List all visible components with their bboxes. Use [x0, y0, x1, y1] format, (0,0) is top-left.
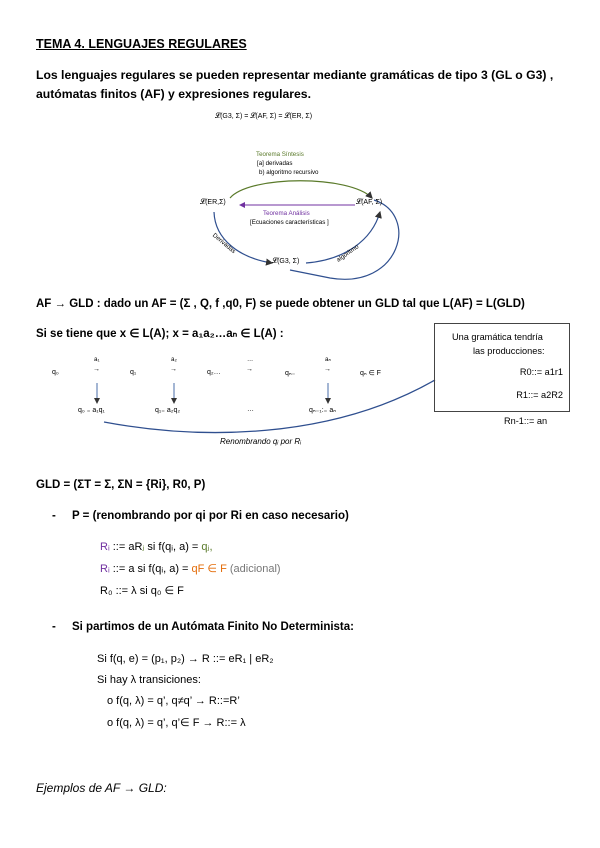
p-definition: P = (renombrando por qi por Ri en caso necesario)	[72, 510, 349, 522]
right-edge-label: algoritmo	[335, 243, 361, 264]
rule-2: Rᵢ ::= a si f(qᵢ, a) = qF ∈ F (adicional)	[100, 563, 281, 575]
intro-paragraph: Los lenguajes regulares se pueden representar mediante gramáticas de tipo 3 (GL o G3) , autómatas finitos (AF) y expresiones regulares.	[36, 68, 554, 101]
synthesis-arc	[230, 181, 372, 198]
box-p3: Rn-1::= an	[504, 416, 548, 426]
synthesis-b: b) algoritmo recursivo	[259, 169, 319, 176]
afnd-line3: o f(q, λ) = q’, q≠q’ → R::=R’	[107, 695, 240, 707]
arrow-3: →	[246, 366, 253, 373]
symbol-an: aₙ	[325, 356, 331, 363]
symbol-a1: a₁	[94, 356, 100, 363]
page-title: TEMA 4. LENGUAJES REGULARES	[36, 37, 247, 51]
state-qn: qₙ ∈ F	[360, 370, 381, 377]
state-q0: q₀	[52, 369, 59, 376]
afnd-line4: o f(q, λ) = q’, q’∈ F → R::= λ	[107, 717, 246, 729]
p-dash: -	[52, 510, 56, 522]
productions-box	[434, 323, 570, 412]
box-line1: Una gramática tendría	[452, 332, 543, 342]
rename-dots: …	[247, 406, 254, 413]
synthesis-a: [a] derivadas	[257, 160, 293, 167]
rule-1: Rᵢ ::= aRⱼ si f(qᵢ, a) = qⱼ,	[100, 541, 213, 553]
rename-2: q₁₌ a₂q₂	[155, 407, 181, 414]
node-af: 𝓛(AF, Σ)	[356, 199, 383, 206]
afnd-line2: Si hay λ transiciones:	[97, 674, 201, 686]
state-qn-1: qₙ₋	[285, 370, 296, 377]
examples-heading: Ejemplos de AF → GLD:	[36, 781, 167, 795]
if-clause: Si se tiene que x ∈ L(A); x = a₁a₂…aₙ ∈ L(A) :	[36, 328, 284, 340]
afnd-heading: Si partimos de un Autómata Finito No Determinista:	[72, 621, 354, 633]
rule-3: R₀ ::= λ si q₀ ∈ F	[100, 585, 184, 597]
arrow-2: →	[170, 366, 177, 373]
af-to-gld-heading: AF → GLD : dado un AF = (Σ , Q, f ,q0, F) se puede obtener un GLD tal que L(AF) = L(GLD)	[36, 298, 525, 310]
renaming-curve	[104, 380, 435, 432]
symbol-dots: …	[247, 356, 254, 363]
arrow-4: →	[324, 366, 331, 373]
gld-definition: GLD = (ΣT = Σ, ΣN = {Ri}, R0, P)	[36, 479, 206, 491]
symbol-a2: a₂	[171, 356, 177, 363]
analysis-sub: [Ecuaciones características ]	[250, 219, 329, 226]
analysis-title: Teorema Análisis	[263, 210, 310, 217]
state-q1: q₁	[130, 369, 137, 376]
renaming-caption: Renombrando qᵢ por Rᵢ	[220, 437, 302, 446]
node-er: 𝓛(ER,Σ)	[200, 199, 226, 206]
rename-1: q₀ ₌ a₁q₁	[78, 407, 105, 414]
afnd-dash: -	[52, 621, 56, 633]
rename-n: qₙ₋₁:₌ aₙ	[309, 407, 337, 414]
language-equality: 𝓛(G3, Σ) = 𝓛(AF, Σ) = 𝓛(ER, Σ)	[215, 113, 313, 120]
afnd-line1: Si f(q, e) = (p₁, p₂) → R ::= eR₁ | eR₂	[97, 653, 274, 665]
synthesis-title: Teorema Síntesis	[256, 151, 304, 158]
arrow-1: →	[93, 366, 100, 373]
box-p1: R0::= a1r1	[519, 367, 563, 377]
node-g3: 𝓛(G3, Σ)	[272, 258, 300, 265]
box-line2: las producciones:	[473, 346, 545, 356]
left-edge-label: Derivadas	[211, 231, 237, 256]
state-q2: q₂…	[207, 369, 221, 376]
box-p2: R1::= a2R2	[516, 390, 563, 400]
